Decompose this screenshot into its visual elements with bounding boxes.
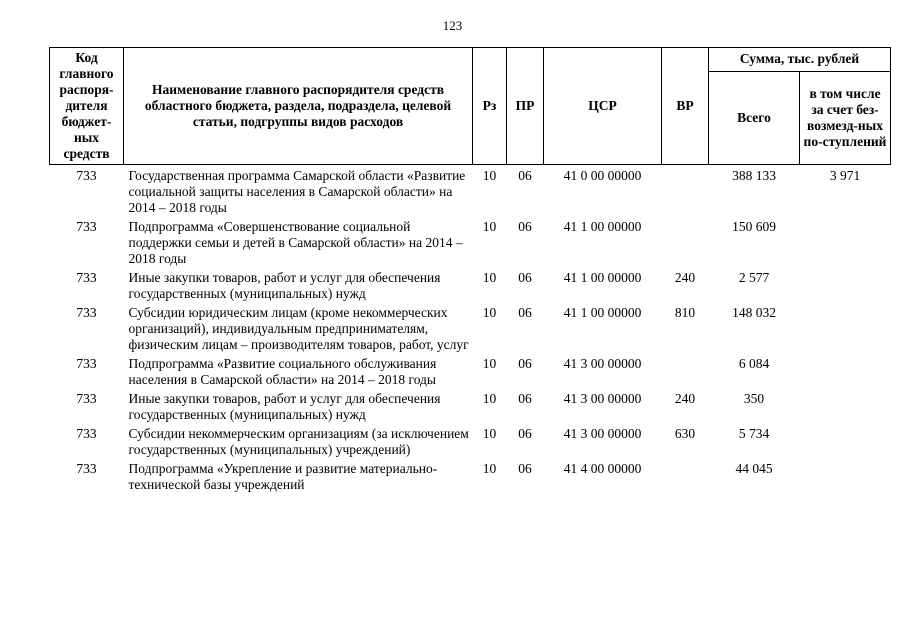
cell-incl: [800, 389, 891, 424]
cell-total: 350: [743, 391, 765, 406]
cell-rz: 10: [482, 426, 497, 441]
cell-rz: 10: [482, 168, 497, 183]
cell-vr: 630: [674, 426, 696, 441]
cell-pr: 06: [518, 426, 532, 441]
cell-pr: 06: [518, 270, 532, 285]
cell-name: Подпрограмма «Совершенствование социальной поддержки семьи и детей в Самарской области» на 2014 – 2018 годы: [128, 219, 463, 266]
cell-csr: 41 3 00 00000: [563, 391, 642, 406]
cell-incl: 3 971: [829, 168, 861, 183]
cell-code: 733: [76, 219, 97, 234]
cell-incl: [800, 459, 891, 494]
cell-pr: 06: [518, 305, 532, 320]
cell-rz: 10: [482, 461, 497, 476]
cell-csr: 41 3 00 00000: [563, 356, 642, 371]
cell-pr: 06: [518, 356, 532, 371]
cell-csr: 41 1 00 00000: [563, 219, 642, 234]
page-number: 123: [442, 18, 463, 33]
cell-code: 733: [76, 391, 97, 406]
cell-code: 733: [76, 305, 97, 320]
table-row: [50, 268, 891, 303]
table-row: [50, 459, 891, 494]
cell-csr: 41 1 00 00000: [563, 270, 642, 285]
cell-code: 733: [76, 426, 97, 441]
cell-pr: 06: [518, 391, 532, 406]
cell-name: Подпрограмма «Укрепление и развитие материально-технической базы учреждений: [128, 461, 438, 492]
cell-total: 5 734: [738, 426, 770, 441]
cell-code: 733: [76, 168, 97, 183]
cell-csr: 41 4 00 00000: [563, 461, 642, 476]
table-row: [50, 424, 891, 459]
cell-vr: 810: [674, 305, 696, 320]
header-total: Всего: [709, 71, 800, 164]
cell-vr: 240: [674, 391, 696, 406]
table-row: [50, 217, 891, 268]
cell-code: 733: [76, 356, 97, 371]
cell-rz: 10: [482, 270, 497, 285]
cell-rz: 10: [482, 391, 497, 406]
table-row: [50, 354, 891, 389]
cell-csr: 41 3 00 00000: [563, 426, 642, 441]
cell-vr: [662, 165, 709, 218]
table-header: [50, 48, 891, 165]
cell-pr: 06: [518, 168, 532, 183]
header-csr: ЦСР: [544, 48, 662, 165]
cell-total: 44 045: [735, 461, 773, 476]
cell-name: Иные закупки товаров, работ и услуг для обеспечения государственных (муниципальных) нужд: [128, 270, 441, 301]
header-pr: ПР: [507, 48, 544, 165]
cell-code: 733: [76, 461, 97, 476]
cell-name: Иные закупки товаров, работ и услуг для обеспечения государственных (муниципальных) нужд: [128, 391, 441, 422]
cell-incl: [800, 303, 891, 354]
cell-code: 733: [76, 270, 97, 285]
cell-pr: 06: [518, 219, 532, 234]
cell-vr: [662, 354, 709, 389]
cell-vr: [662, 217, 709, 268]
header-sum: Сумма, тыс. рублей: [709, 48, 891, 72]
cell-total: 2 577: [738, 270, 770, 285]
header-vr: ВР: [662, 48, 709, 165]
table-row: [50, 165, 891, 218]
cell-rz: 10: [482, 305, 497, 320]
cell-total: 6 084: [738, 356, 770, 371]
cell-total: 388 133: [732, 168, 776, 183]
cell-csr: 41 0 00 00000: [563, 168, 642, 183]
cell-vr: [662, 459, 709, 494]
cell-incl: [800, 354, 891, 389]
cell-incl: [800, 424, 891, 459]
cell-incl: [800, 217, 891, 268]
cell-total: 148 032: [732, 305, 776, 320]
header-incl: в том числе за счет без-возмезд-ных по-ступлений: [800, 71, 891, 164]
cell-total: 150 609: [732, 219, 776, 234]
cell-name: Субсидии некоммерческим организациям (за исключением государственных (муниципальных) учреждений): [128, 426, 469, 457]
table-body: [50, 165, 891, 495]
table-row: [50, 303, 891, 354]
budget-table: [49, 47, 891, 494]
header-code: Код главного распоря-дителя бюджет-ных средств: [50, 48, 124, 165]
cell-name: Подпрограмма «Развитие социального обслуживания населения в Самарской области» на 2014 – 2018 годы: [128, 356, 437, 387]
cell-rz: 10: [482, 219, 497, 234]
header-rz: Рз: [473, 48, 507, 165]
header-name: Наименование главного распорядителя средств областного бюджета, раздела, подраздела, целевой статьи, подгруппы видов расходов: [124, 48, 473, 165]
cell-rz: 10: [482, 356, 497, 371]
cell-incl: [800, 268, 891, 303]
table-row: [50, 389, 891, 424]
cell-name: Государственная программа Самарской области «Развитие социальной защиты населения в Самарской области» на 2014 – 2018 годы: [128, 168, 466, 215]
cell-name: Субсидии юридическим лицам (кроме некоммерческих организаций), индивидуальным предпринимателям, физическим лицам – производителям товаров, работ, услуг: [128, 305, 469, 352]
cell-pr: 06: [518, 461, 532, 476]
cell-csr: 41 1 00 00000: [563, 305, 642, 320]
cell-vr: 240: [674, 270, 696, 285]
